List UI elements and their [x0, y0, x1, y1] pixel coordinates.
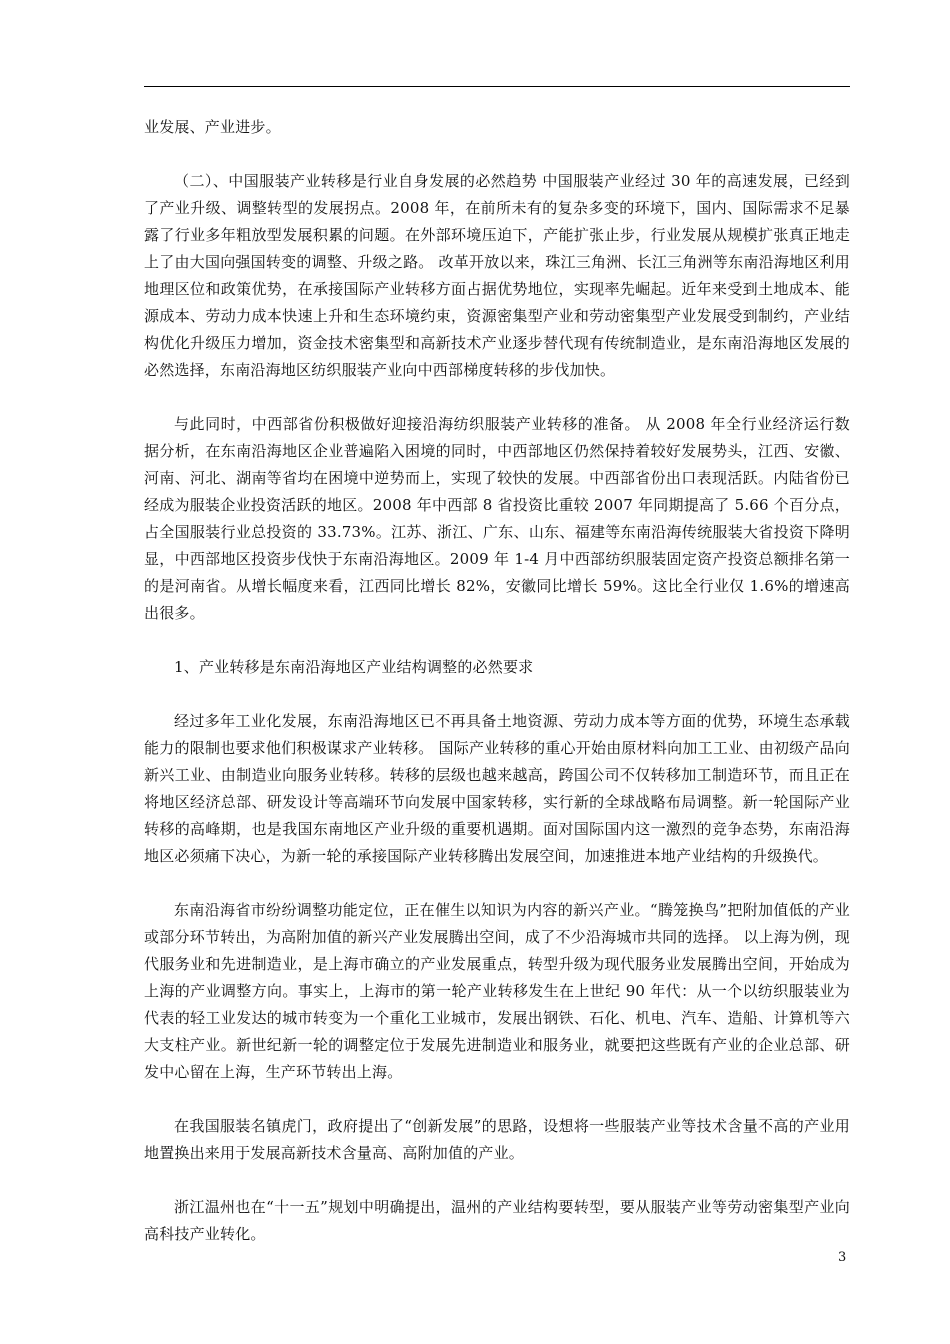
paragraph-humen: 在我国服装名镇虎门，政府提出了“创新发展”的思路，设想将一些服装产业等技术含量不高的产业用地置换出来用于发展高新技术含量高、高附加值的产业。 [144, 1117, 850, 1162]
section-heading: 1、产业转移是东南沿海地区产业结构调整的必然要求 [174, 658, 534, 676]
paragraph-coastal-cities-adjustment: 东南沿海省市纷纷调整功能定位，正在催生以知识为内容的新兴产业。“腾笼换鸟”把附加值低的产业或部分环节转出，为高附加值的新兴产业发展腾出空间，成了不少沿海城市共同的选择。 以上海为例，现代服务业和先进制造业，是上海市确立的产业发展重点，转型升级为现代服务业发展腾出空间，开始成为上海的产业调整方向。事实上，上海市的第一轮产业转移发生在上世纪 90 年代：从一个以纺织服装业为代表的轻工业发达的城市转变为一个重化工业城市，发展出钢铁、石化、机电、汽车、造船、计算机等六大支柱产业。新世纪新一轮的调整定位于发展先进制造业和服务业，就要把这些既有产业的企业总部、研发中心留在上海，生产环节转出上海。 [144, 901, 850, 1081]
paragraph-central-western-preparation: 与此同时，中西部省份积极做好迎接沿海纺织服装产业转移的准备。 从 2008 年全行业经济运行数据分析，在东南沿海地区企业普遍陷入困境的同时，中西部地区仍然保持着较好发展势头，江西、安徽、河南、河北、湖南等省均在困境中逆势而上，实现了较快的发展。中西部省份出口表现活跃。内陆省份已经成为服装企业投资活跃的地区。2008 年中西部 8 省投资比重较 2007 年同期提高了 5.66 个百分点，占全国服装行业总投资的 33.73%。江苏、浙江、广东、山东、福建等东南沿海传统服装大省投资下降明显，中西部地区投资步伐快于东南沿海地区。2009 年 1-4 月中西部纺织服装固定资产投资总额排名第一的是河南省。从增长幅度来看，江西同比增长 82%，安徽同比增长 59%。这比全行业仅 1.6%的增速高出很多。 [144, 415, 850, 622]
paragraph-industry-transfer-trend: （二）、中国服装产业转移是行业自身发展的必然趋势 中国服装产业经过 30 年的高速发展，已经到了产业升级、调整转型的发展拐点。2008 年，在前所未有的复杂多变的环境下，国内、国际需求不足暴露了行业多年粗放型发展积累的问题。在外部环境压迫下，产能扩张止步，行业发展从规模扩张真正地走上了由大国向强国转变的调整、升级之路。 改革开放以来，珠江三角洲、长江三角洲等东南沿海地区利用地理区位和政策优势，在承接国际产业转移方面占据优势地位，实现率先崛起。近年来受到土地成本、能源成本、劳动力成本快速上升和生态环境约束，资源密集型产业和劳动密集型产业发展受到制约，产业结构优化升级压力增加，资金技术密集型和高新技术产业逐步替代现有传统制造业，是东南沿海地区发展的必然选择，东南沿海地区纺织服装产业向中西部梯度转移的步伐加快。 [144, 172, 850, 379]
header-rule [144, 86, 850, 87]
page-number: 3 [838, 1250, 847, 1265]
document-body [144, 114, 850, 1275]
paragraph-southeast-restructuring: 经过多年工业化发展，东南沿海地区已不再具备土地资源、劳动力成本等方面的优势，环境生态承载能力的限制也要求他们积极谋求产业转移。 国际产业转移的重心开始由原材料向加工工业、由初级产品向新兴工业、由制造业向服务业转移。转移的层级也越来越高，跨国公司不仅转移加工制造环节，而且正在将地区经济总部、研发设计等高端环节向发展中国家转移，实行新的全球战略布局调整。新一轮国际产业转移的高峰期，也是我国东南地区产业升级的重要机遇期。面对国际国内这一激烈的竞争态势，东南沿海地区必须痛下决心，为新一轮的承接国际产业转移腾出发展空间，加速推进本地产业结构的升级换代。 [144, 712, 850, 865]
paragraph-continuation: 业发展、产业进步。 [144, 118, 281, 136]
paragraph-wenzhou: 浙江温州也在“十一五”规划中明确提出，温州的产业结构要转型，要从服装产业等劳动密集型产业向高科技产业转化。 [144, 1198, 850, 1243]
